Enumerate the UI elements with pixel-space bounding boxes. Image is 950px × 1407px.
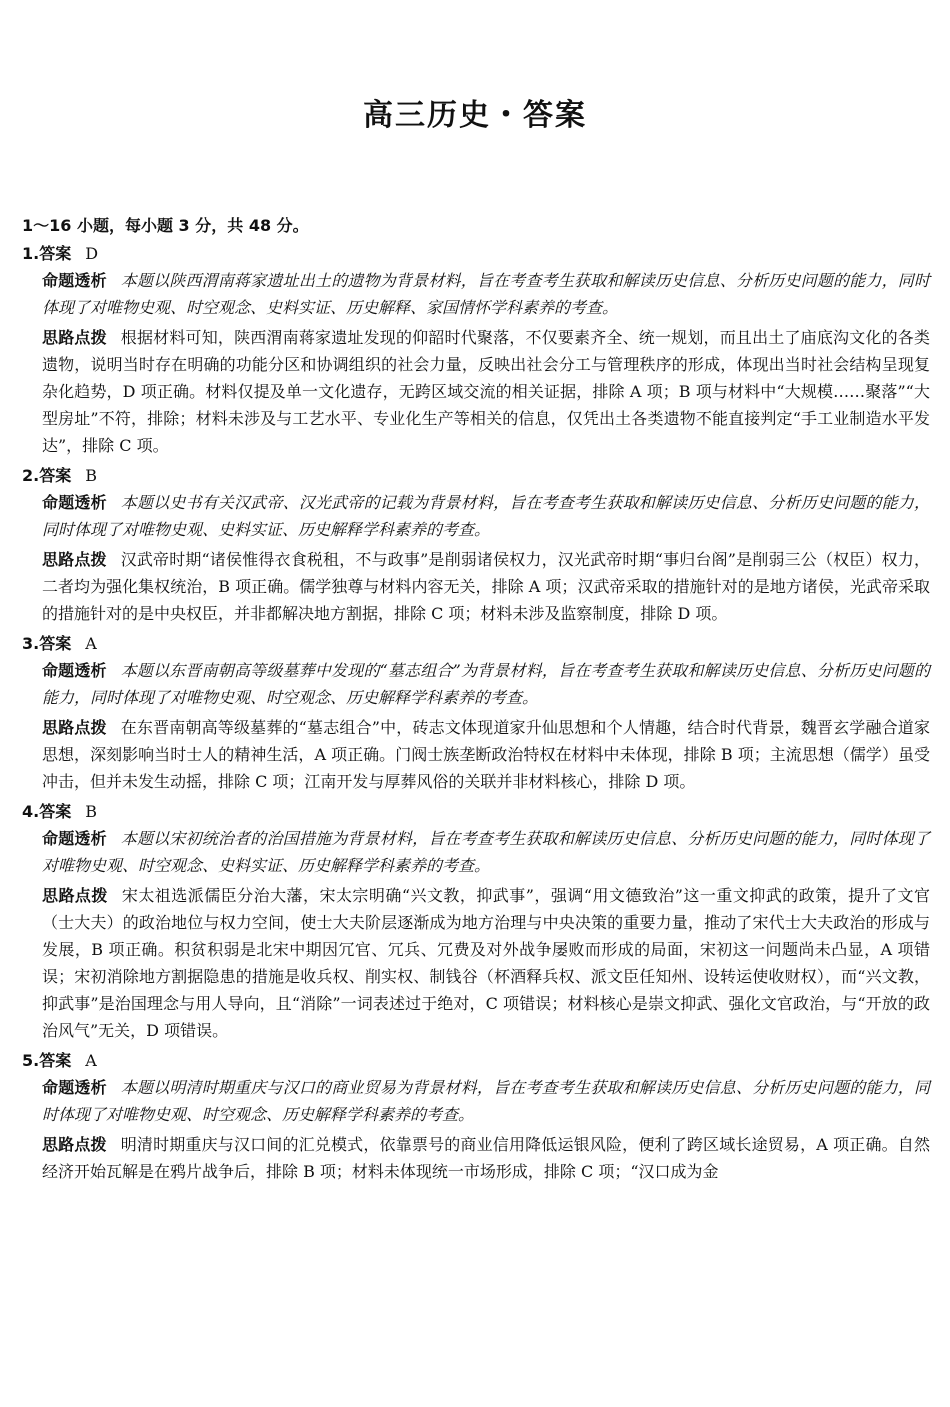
analysis-paragraph xyxy=(42,657,930,711)
answer-label: 答案 xyxy=(39,634,72,653)
section-intro: 1～16 小题，每小题 3 分，共 48 分。 xyxy=(22,216,309,235)
idea-paragraph xyxy=(42,714,930,795)
answer-value: A xyxy=(85,1051,97,1070)
question-header xyxy=(22,630,930,657)
answer-label: 答案 xyxy=(39,802,72,821)
answer-label: 答案 xyxy=(39,244,72,263)
idea-label: 思路点拨 xyxy=(42,328,107,347)
idea-text: 宋太祖选派儒臣分治大藩，宋太宗明确“兴文教，抑武事”，强调“用文德致治”这一重文抑武的政策，提升了文官（士大夫）的政治地位与权力空间，使士大夫阶层逐渐成为地方治理与中央决策的重要力量，推动了宋代士大夫政治的形成与发展，B 项正确。积贫积弱是北宋中期因冗官、冗兵、冗费及对外战争屡败而形成的局面，宋初这一问题尚未凸显，A 项错误；宋初消除地方割据隐患的措施是收兵权、削实权、制钱谷（杯酒释兵权、派文臣任知州、设转运使收财权），而“兴文教，抑武事”是治国理念与用人导向，且“消除”一词表述过于绝对，C 项错误；材料核心是崇文抑武、强化文官政治，与“开放的政治风气”无关，D 项错误。 xyxy=(42,886,930,1040)
idea-text: 在东晋南朝高等级墓葬的“墓志组合”中，砖志文体现道家升仙思想和个人情趣，结合时代背景，魏晋玄学融合道家思想，深刻影响当时士人的精神生活，A 项正确。门阀士族垄断政治特权在材料中未体现，排除 B 项；主流思想（儒学）虽受冲击，但并未发生动摇，排除 C 项；江南开发与厚葬风俗的关联并非材料核心，排除 D 项。 xyxy=(42,718,930,791)
question-4 xyxy=(22,798,930,1044)
answer-value: B xyxy=(85,802,97,821)
answer-value: D xyxy=(85,244,99,263)
analysis-paragraph xyxy=(42,267,930,321)
idea-label: 思路点拨 xyxy=(42,718,107,737)
question-header xyxy=(22,462,930,489)
question-2 xyxy=(22,462,930,627)
idea-paragraph xyxy=(42,882,930,1044)
analysis-label: 命题透析 xyxy=(42,271,107,290)
question-header xyxy=(22,240,930,267)
idea-paragraph xyxy=(42,1131,930,1185)
question-number: 1. xyxy=(22,244,40,263)
analysis-text: 本题以宋初统治者的治国措施为背景材料，旨在考查考生获取和解读历史信息、分析历史问题的能力，同时体现了对唯物史观、时空观念、史料实证、历史解释学科素养的考查。 xyxy=(42,829,930,875)
question-number: 5. xyxy=(22,1051,40,1070)
idea-paragraph xyxy=(42,324,930,459)
analysis-text: 本题以陕西渭南蒋家遗址出土的遗物为背景材料，旨在考查考生获取和解读历史信息、分析历史问题的能力，同时体现了对唯物史观、时空观念、史料实证、历史解释、家国情怀学科素养的考查。 xyxy=(42,271,930,317)
analysis-text: 本题以史书有关汉武帝、汉光武帝的记载为背景材料，旨在考查考生获取和解读历史信息、分析历史问题的能力，同时体现了对唯物史观、史料实证、历史解释学科素养的考查。 xyxy=(42,493,930,539)
analysis-text: 本题以明清时期重庆与汉口的商业贸易为背景材料，旨在考查考生获取和解读历史信息、分析历史问题的能力，同时体现了对唯物史观、时空观念、历史解释学科素养的考查。 xyxy=(42,1078,930,1124)
idea-text: 根据材料可知，陕西渭南蒋家遗址发现的仰韶时代聚落，不仅要素齐全、统一规划，而且出土了庙底沟文化的各类遗物，说明当时存在明确的功能分区和协调组织的社会力量，反映出社会分工与管理秩序的形成，体现出当时社会结构呈现复杂化趋势，D 项正确。材料仅提及单一文化遗存，无跨区域交流的相关证据，排除 A 项；B 项与材料中“大规模……聚落”“大型房址”不符，排除；材料未涉及与工艺水平、专业化生产等相关的信息，仅凭出土各类遗物不能直接判定“手工业制造水平发达”，排除 C 项。 xyxy=(42,328,930,455)
question-number: 3. xyxy=(22,634,40,653)
idea-label: 思路点拨 xyxy=(42,886,108,905)
analysis-paragraph xyxy=(42,1074,930,1128)
answer-value: A xyxy=(85,634,97,653)
question-number: 2. xyxy=(22,466,40,485)
idea-text: 汉武帝时期“诸侯惟得衣食税租，不与政事”是削弱诸侯权力，汉光武帝时期“事归台阁”是削弱三公（权臣）权力，二者均为强化集权统治，B 项正确。儒学独尊与材料内容无关，排除 A 项；汉武帝采取的措施针对的是地方诸侯，光武帝采取的措施针对的是中央权臣，并非都解决地方割据，排除 C 项；材料未涉及监察制度，排除 D 项。 xyxy=(42,550,930,623)
analysis-paragraph xyxy=(42,489,930,543)
idea-text: 明清时期重庆与汉口间的汇兑模式，依靠票号的商业信用降低运银风险，便利了跨区域长途贸易，A 项正确。自然经济开始瓦解是在鸦片战争后，排除 B 项；材料未体现统一市场形成，排除 C 项；“汉口成为金 xyxy=(42,1135,930,1181)
question-header xyxy=(22,1047,930,1074)
analysis-label: 命题透析 xyxy=(42,829,107,848)
question-number: 4. xyxy=(22,802,40,821)
analysis-label: 命题透析 xyxy=(42,1078,107,1097)
idea-label: 思路点拨 xyxy=(42,550,107,569)
analysis-paragraph xyxy=(42,825,930,879)
analysis-label: 命题透析 xyxy=(42,661,107,680)
page-title: 高三历史・答案 xyxy=(363,98,587,133)
analysis-text: 本题以东晋南朝高等级墓葬中发现的“墓志组合”为背景材料，旨在考查考生获取和解读历史信息、分析历史问题的能力，同时体现了对唯物史观、时空观念、历史解释学科素养的考查。 xyxy=(42,661,930,707)
answer-content xyxy=(22,212,930,1188)
question-3 xyxy=(22,630,930,795)
question-1 xyxy=(22,240,930,459)
answer-value: B xyxy=(85,466,97,485)
analysis-label: 命题透析 xyxy=(42,493,107,512)
answer-label: 答案 xyxy=(39,1051,72,1070)
idea-paragraph xyxy=(42,546,930,627)
question-header xyxy=(22,798,930,825)
idea-label: 思路点拨 xyxy=(42,1135,107,1154)
question-5 xyxy=(22,1047,930,1185)
answer-label: 答案 xyxy=(39,466,72,485)
